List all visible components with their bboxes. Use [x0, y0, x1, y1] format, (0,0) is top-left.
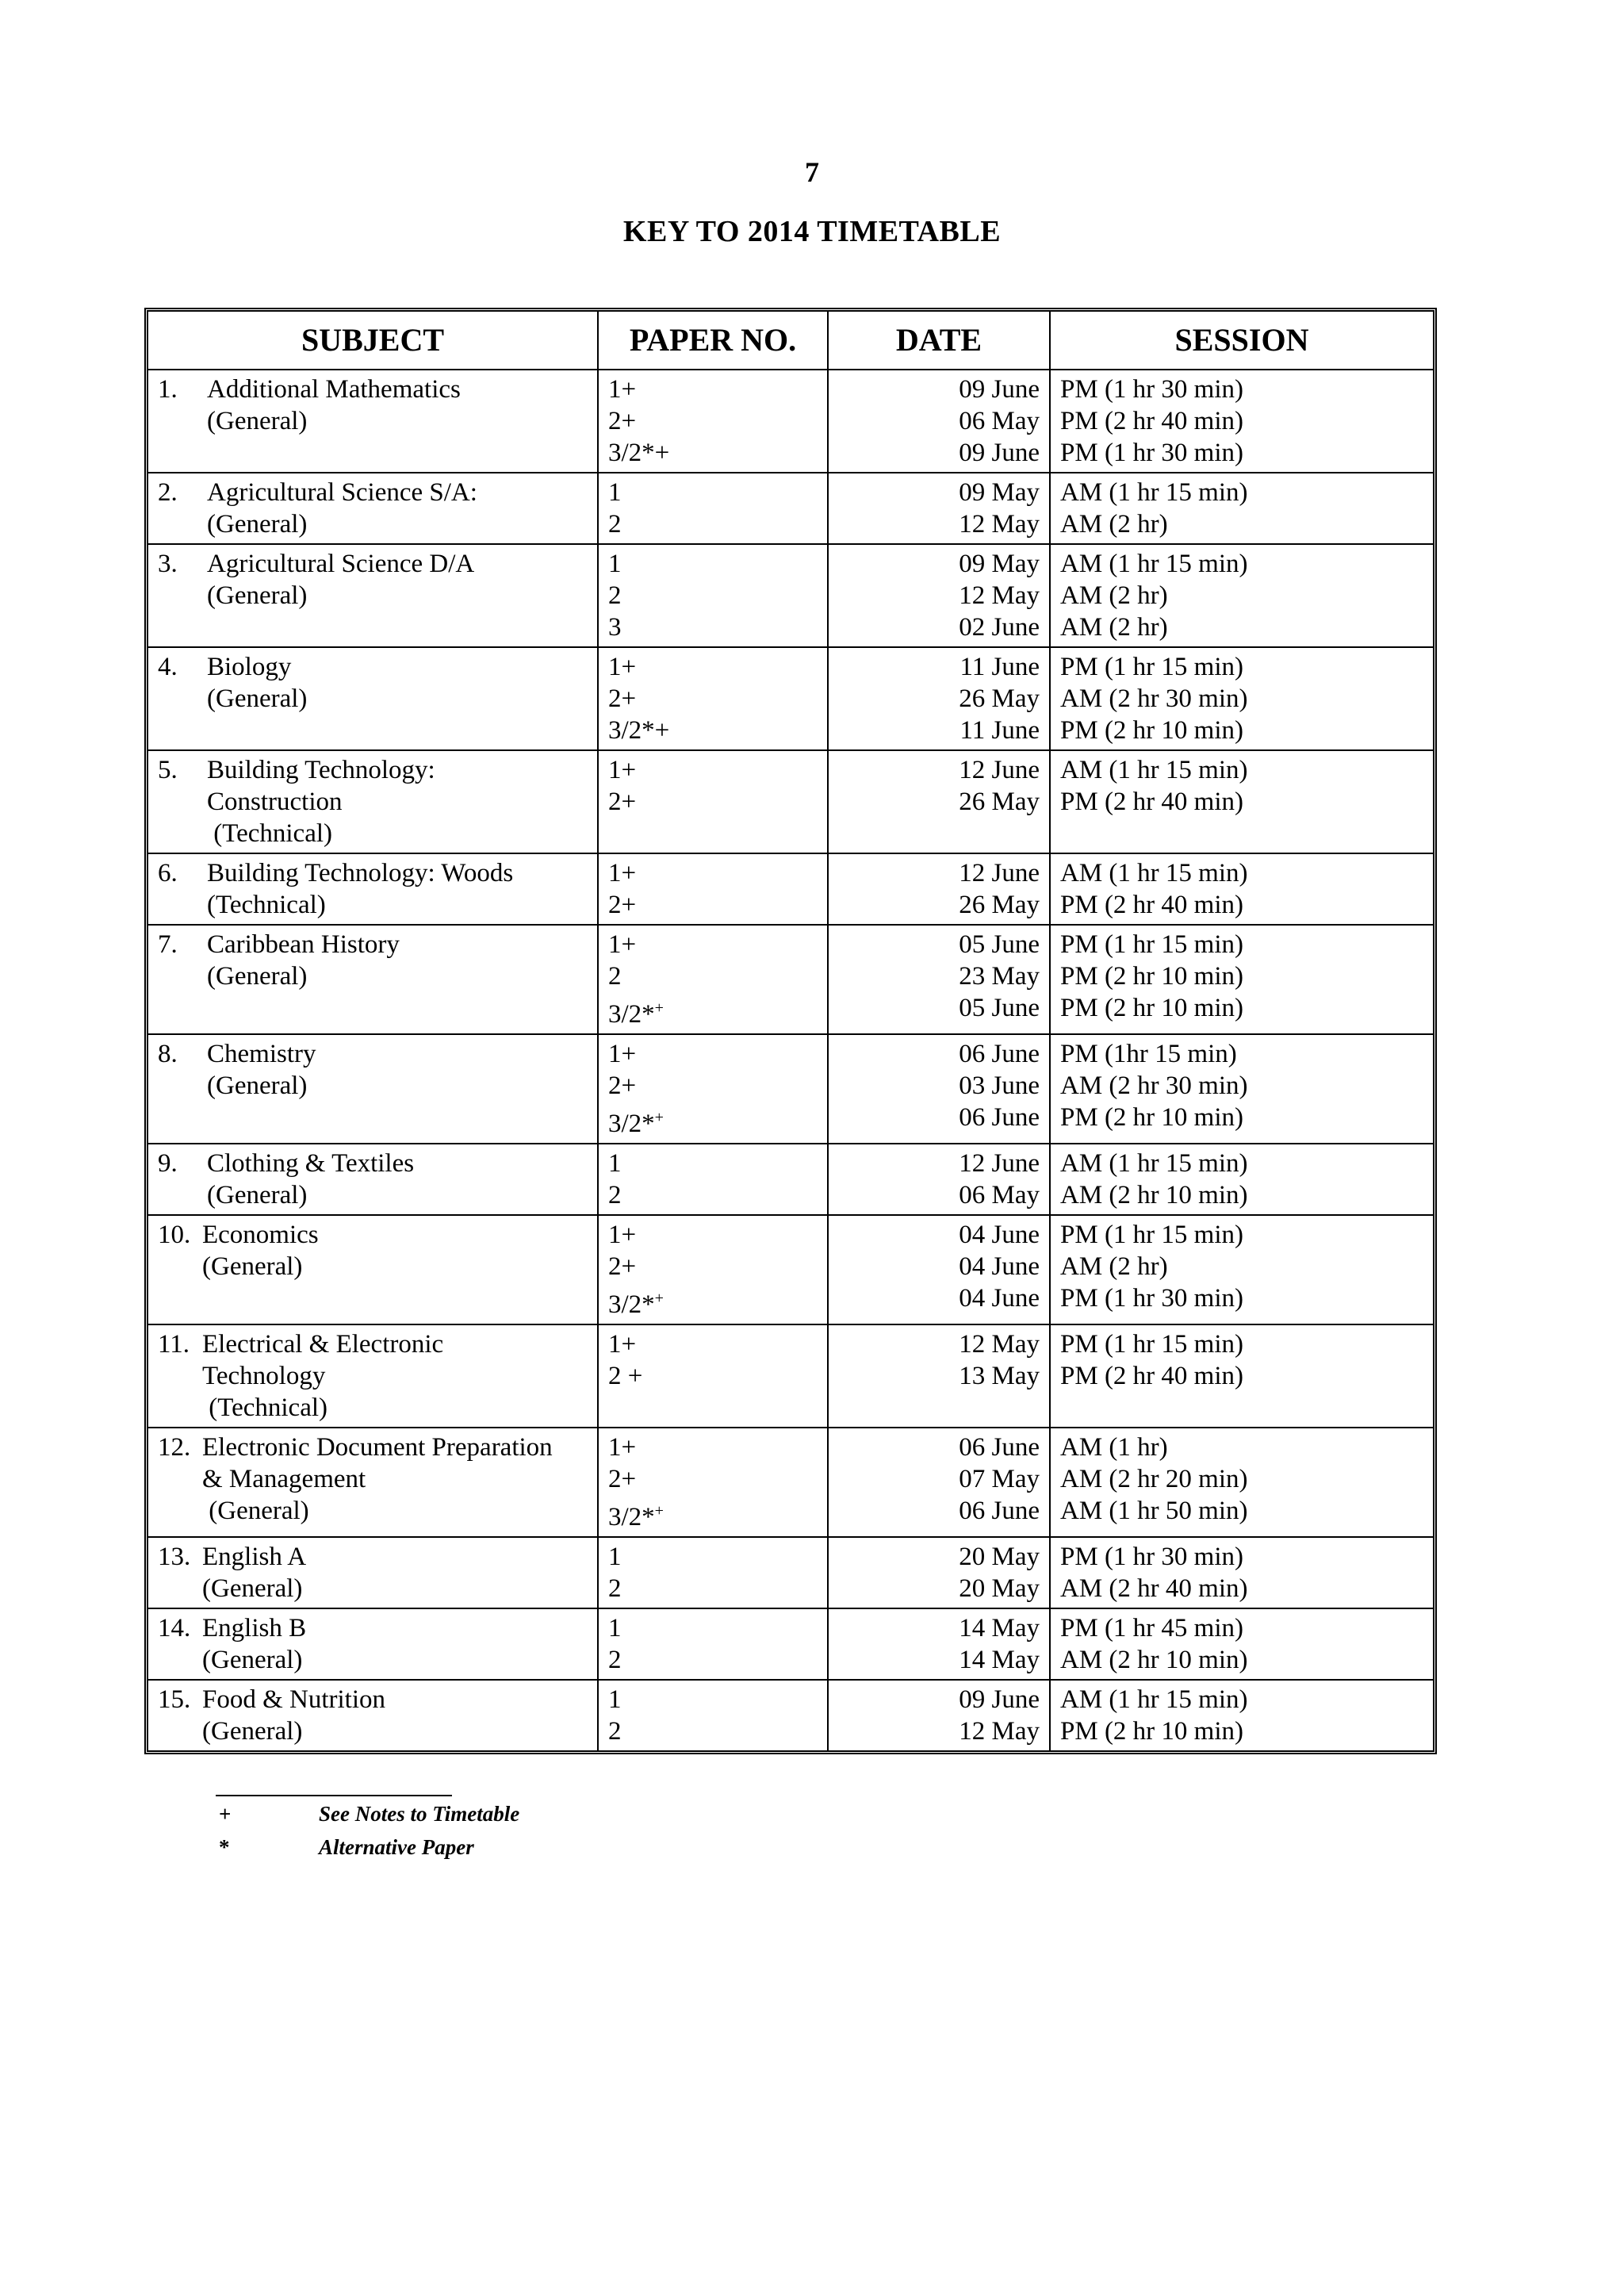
date-cell — [828, 925, 1050, 1034]
table-body — [148, 370, 1433, 1750]
table-row — [148, 1537, 1433, 1608]
session-cell — [1050, 473, 1433, 544]
date-cell — [828, 1215, 1050, 1324]
exam-date: 11 June — [959, 716, 1040, 745]
table-row — [148, 1215, 1433, 1324]
session-cell — [1050, 1215, 1433, 1324]
row-number: 14. — [158, 1614, 191, 1642]
paper-number: 1+ — [608, 1433, 637, 1462]
exam-session: PM (1 hr 15 min) — [1060, 653, 1243, 681]
paper-number: 2 — [608, 962, 622, 991]
subject-name: Chemistry — [207, 1040, 316, 1068]
row-number: 11. — [158, 1330, 190, 1359]
subject-detail: (General) — [207, 581, 308, 610]
paper-number: 2 — [608, 1646, 622, 1674]
paper-number: 1+ — [608, 375, 637, 404]
row-number: 12. — [158, 1433, 191, 1462]
paper-number: 2+ — [608, 1071, 637, 1100]
paper-cell — [598, 1608, 828, 1680]
session-cell — [1050, 853, 1433, 925]
subject-detail: (General) — [202, 1497, 309, 1525]
subject-detail: (General) — [207, 962, 308, 991]
paper-cell — [598, 1144, 828, 1215]
session-cell — [1050, 925, 1433, 1034]
exam-date: 14 May — [959, 1646, 1040, 1674]
subject-name: Caribbean History — [207, 930, 400, 959]
paper-cell — [598, 925, 828, 1034]
subject-detail: & Management — [202, 1465, 366, 1493]
exam-date: 11 June — [959, 653, 1040, 681]
exam-date: 26 May — [959, 788, 1040, 816]
session-cell — [1050, 1537, 1433, 1608]
paper-number: 1+ — [608, 1330, 637, 1359]
table-row — [148, 1324, 1433, 1428]
exam-session: AM (1 hr 15 min) — [1060, 1149, 1248, 1178]
table-row — [148, 1428, 1433, 1537]
exam-session: AM (1 hr 15 min) — [1060, 859, 1248, 887]
exam-date: 12 May — [959, 510, 1040, 539]
table-header-row — [148, 312, 1433, 370]
paper-number: 2+ — [608, 1252, 637, 1281]
session-cell — [1050, 1324, 1433, 1428]
paper-superscript: + — [654, 1109, 664, 1126]
subject-cell — [148, 750, 598, 853]
exam-date: 09 May — [959, 478, 1040, 507]
table-row — [148, 1680, 1433, 1750]
subject-cell — [148, 1144, 598, 1215]
paper-number: 1+ — [608, 859, 637, 887]
exam-date: 12 May — [959, 1717, 1040, 1746]
subject-cell — [148, 473, 598, 544]
subject-cell — [148, 1215, 598, 1324]
timetable-frame — [144, 308, 1437, 1754]
exam-session: AM (1 hr 15 min) — [1060, 1685, 1248, 1714]
table-row — [148, 1034, 1433, 1144]
exam-session: PM (2 hr 10 min) — [1060, 1717, 1243, 1746]
date-cell — [828, 1537, 1050, 1608]
subject-cell — [148, 647, 598, 750]
subject-name: Electrical & Electronic — [202, 1330, 444, 1359]
exam-session: PM (1 hr 30 min) — [1060, 1284, 1243, 1313]
paper-cell — [598, 1324, 828, 1428]
exam-date: 09 May — [959, 550, 1040, 578]
paper-number: 1+ — [608, 653, 637, 681]
column-header-subject: SUBJECT — [148, 312, 598, 370]
subject-cell — [148, 1428, 598, 1537]
exam-session: AM (2 hr) — [1060, 1252, 1168, 1281]
exam-date: 26 May — [959, 684, 1040, 713]
subject-name: Electronic Document Preparation — [202, 1433, 553, 1462]
exam-session: PM (2 hr 10 min) — [1060, 962, 1243, 991]
session-cell — [1050, 1428, 1433, 1537]
exam-date: 04 June — [959, 1284, 1040, 1313]
exam-session: PM (1hr 15 min) — [1060, 1040, 1237, 1068]
exam-session: AM (2 hr) — [1060, 581, 1168, 610]
session-cell — [1050, 1608, 1433, 1680]
exam-date: 13 May — [959, 1362, 1040, 1390]
paper-number: 1+ — [608, 1040, 637, 1068]
paper-number: 2+ — [608, 788, 637, 816]
page-title: KEY TO 2014 TIMETABLE — [622, 215, 1002, 248]
session-cell — [1050, 1680, 1433, 1750]
row-number: 9. — [158, 1149, 178, 1178]
paper-cell — [598, 750, 828, 853]
exam-session: PM (1 hr 15 min) — [1060, 1330, 1243, 1359]
paper-number: 3/2*+ — [608, 439, 670, 467]
column-header-date: DATE — [828, 312, 1050, 370]
exam-date: 09 June — [959, 1685, 1040, 1714]
exam-date: 04 June — [959, 1252, 1040, 1281]
exam-date: 06 June — [959, 1103, 1040, 1132]
subject-detail: (General) — [207, 1071, 308, 1100]
table-row — [148, 370, 1433, 473]
row-number: 13. — [158, 1543, 191, 1571]
exam-date: 05 June — [959, 930, 1040, 959]
exam-date: 12 June — [959, 859, 1040, 887]
paper-number: 1 — [608, 478, 622, 507]
paper-superscript: + — [654, 1502, 664, 1520]
subject-detail: (General) — [202, 1252, 303, 1281]
subject-cell — [148, 1324, 598, 1428]
exam-session: AM (2 hr) — [1060, 510, 1168, 539]
exam-session: PM (2 hr 40 min) — [1060, 1362, 1243, 1390]
paper-number: 1 — [608, 1149, 622, 1178]
footnote-text: Alternative Paper — [319, 1835, 474, 1859]
subject-cell — [148, 1680, 598, 1750]
exam-date: 12 May — [959, 581, 1040, 610]
exam-session: PM (1 hr 30 min) — [1060, 375, 1243, 404]
table-row — [148, 1608, 1433, 1680]
exam-date: 05 June — [959, 994, 1040, 1022]
paper-number: 2 — [608, 1574, 622, 1603]
exam-session: AM (2 hr 10 min) — [1060, 1646, 1248, 1674]
exam-date: 20 May — [959, 1543, 1040, 1571]
exam-session: PM (2 hr 40 min) — [1060, 891, 1243, 919]
subject-name: Building Technology: — [207, 756, 435, 784]
paper-cell — [598, 370, 828, 473]
date-cell — [828, 370, 1050, 473]
paper-number: 1 — [608, 1614, 622, 1642]
subject-cell — [148, 1537, 598, 1608]
subject-name: Additional Mathematics — [207, 375, 461, 404]
paper-superscript: + — [654, 999, 664, 1017]
table-row — [148, 750, 1433, 853]
paper-number: 1 — [608, 1685, 622, 1714]
subject-name: Food & Nutrition — [202, 1685, 386, 1714]
exam-session: AM (2 hr 10 min) — [1060, 1181, 1248, 1209]
subject-detail: Technology — [202, 1362, 326, 1390]
paper-number: 3 — [608, 613, 622, 642]
subject-detail: Construction — [207, 788, 343, 816]
paper-number: 1+ — [608, 756, 637, 784]
exam-date: 12 May — [959, 1330, 1040, 1359]
exam-date: 20 May — [959, 1574, 1040, 1603]
subject-cell — [148, 370, 598, 473]
subject-name: English A — [202, 1543, 307, 1571]
exam-session: AM (1 hr 50 min) — [1060, 1497, 1248, 1525]
exam-date: 14 May — [959, 1614, 1040, 1642]
subject-cell — [148, 544, 598, 647]
exam-date: 06 May — [959, 407, 1040, 435]
exam-date: 02 June — [959, 613, 1040, 642]
paper-superscript: + — [654, 1290, 664, 1307]
exam-date: 06 May — [959, 1181, 1040, 1209]
column-header-paper-no: PAPER NO. — [598, 312, 828, 370]
exam-session: PM (1 hr 15 min) — [1060, 1221, 1243, 1249]
exam-session: PM (1 hr 30 min) — [1060, 1543, 1243, 1571]
paper-number: 3/2* — [608, 1000, 655, 1029]
session-cell — [1050, 370, 1433, 473]
exam-date: 09 June — [959, 439, 1040, 467]
page-number: 7 — [805, 156, 819, 188]
paper-number: 2+ — [608, 407, 637, 435]
exam-session: PM (2 hr 10 min) — [1060, 716, 1243, 745]
subject-name: Building Technology: Woods — [207, 859, 514, 887]
exam-session: AM (2 hr 40 min) — [1060, 1574, 1248, 1603]
paper-number: 3/2* — [608, 1290, 655, 1319]
row-number: 5. — [158, 756, 178, 784]
subject-cell — [148, 1034, 598, 1144]
date-cell — [828, 1144, 1050, 1215]
paper-cell — [598, 853, 828, 925]
exam-date: 04 June — [959, 1221, 1040, 1249]
exam-date: 06 June — [959, 1497, 1040, 1525]
session-cell — [1050, 1144, 1433, 1215]
exam-session: PM (1 hr 15 min) — [1060, 930, 1243, 959]
session-cell — [1050, 750, 1433, 853]
exam-session: AM (2 hr 30 min) — [1060, 1071, 1248, 1100]
row-number: 6. — [158, 859, 178, 887]
exam-session: AM (1 hr) — [1060, 1433, 1168, 1462]
footnote-asterisk — [216, 1835, 474, 1860]
exam-session: PM (2 hr 10 min) — [1060, 994, 1243, 1022]
subject-name: Agricultural Science S/A: — [207, 478, 477, 507]
exam-session: AM (1 hr 15 min) — [1060, 550, 1248, 578]
exam-date: 09 June — [959, 375, 1040, 404]
date-cell — [828, 1608, 1050, 1680]
row-number: 15. — [158, 1685, 191, 1714]
paper-number: 2+ — [608, 1465, 637, 1493]
exam-date: 12 June — [959, 756, 1040, 784]
subject-name: English B — [202, 1614, 307, 1642]
subject-cell — [148, 925, 598, 1034]
exam-session: PM (2 hr 40 min) — [1060, 788, 1243, 816]
exam-session: PM (2 hr 40 min) — [1060, 407, 1243, 435]
exam-session: AM (1 hr 15 min) — [1060, 478, 1248, 507]
paper-number: 3/2*+ — [608, 716, 670, 745]
subject-detail: (General) — [207, 510, 308, 539]
row-number: 7. — [158, 930, 178, 959]
exam-date: 26 May — [959, 891, 1040, 919]
exam-session: AM (2 hr 30 min) — [1060, 684, 1248, 713]
date-cell — [828, 1324, 1050, 1428]
session-cell — [1050, 647, 1433, 750]
exam-date: 07 May — [959, 1465, 1040, 1493]
row-number: 10. — [158, 1221, 191, 1249]
paper-cell — [598, 473, 828, 544]
subject-detail: (Technical) — [207, 891, 326, 919]
row-number: 4. — [158, 653, 178, 681]
subject-name: Agricultural Science D/A — [207, 550, 475, 578]
subject-name: Economics — [202, 1221, 319, 1249]
column-header-session: SESSION — [1050, 312, 1433, 370]
session-cell — [1050, 1034, 1433, 1144]
exam-session: AM (2 hr 20 min) — [1060, 1465, 1248, 1493]
table-row — [148, 1144, 1433, 1215]
date-cell — [828, 1034, 1050, 1144]
date-cell — [828, 853, 1050, 925]
exam-session: AM (1 hr 15 min) — [1060, 756, 1248, 784]
table-row — [148, 544, 1433, 647]
subject-name: Biology — [207, 653, 292, 681]
date-cell — [828, 647, 1050, 750]
footnote-rule — [216, 1795, 452, 1796]
row-number: 3. — [158, 550, 178, 578]
paper-number: 1+ — [608, 1221, 637, 1249]
session-cell — [1050, 544, 1433, 647]
subject-detail: (General) — [207, 1181, 308, 1209]
table-row — [148, 473, 1433, 544]
table-row — [148, 925, 1433, 1034]
row-number: 8. — [158, 1040, 178, 1068]
row-number: 1. — [158, 375, 178, 404]
subject-cell — [148, 853, 598, 925]
exam-date: 06 June — [959, 1040, 1040, 1068]
paper-number: 2 — [608, 581, 622, 610]
date-cell — [828, 544, 1050, 647]
subject-detail: (General) — [207, 407, 308, 435]
exam-date: 23 May — [959, 962, 1040, 991]
table-row — [148, 853, 1433, 925]
subject-detail: (General) — [202, 1717, 303, 1746]
subject-detail: (General) — [202, 1574, 303, 1603]
subject-cell — [148, 1608, 598, 1680]
row-number: 2. — [158, 478, 178, 507]
subject-detail: (General) — [202, 1646, 303, 1674]
date-cell — [828, 1680, 1050, 1750]
timetable — [148, 312, 1433, 1750]
paper-cell — [598, 544, 828, 647]
paper-cell — [598, 1537, 828, 1608]
subject-detail: (Technical) — [207, 819, 333, 848]
exam-session: PM (1 hr 30 min) — [1060, 439, 1243, 467]
exam-session: PM (2 hr 10 min) — [1060, 1103, 1243, 1132]
subject-detail: (Technical) — [202, 1393, 328, 1422]
exam-session: AM (2 hr) — [1060, 613, 1168, 642]
subject-detail: (General) — [207, 684, 308, 713]
paper-number: 1 — [608, 550, 622, 578]
paper-cell — [598, 1428, 828, 1537]
footnote-symbol: + — [219, 1802, 232, 1826]
paper-number: 3/2* — [608, 1110, 655, 1138]
paper-cell — [598, 1215, 828, 1324]
paper-number: 2 + — [608, 1362, 643, 1390]
exam-date: 03 June — [959, 1071, 1040, 1100]
paper-cell — [598, 1680, 828, 1750]
subject-name: Clothing & Textiles — [207, 1149, 415, 1178]
date-cell — [828, 750, 1050, 853]
paper-cell — [598, 1034, 828, 1144]
paper-number: 1+ — [608, 930, 637, 959]
paper-number: 3/2* — [608, 1503, 655, 1531]
paper-number: 2 — [608, 510, 622, 539]
date-cell — [828, 473, 1050, 544]
exam-date: 06 June — [959, 1433, 1040, 1462]
footnote-plus — [216, 1802, 519, 1826]
table-row — [148, 647, 1433, 750]
footnote-text: See Notes to Timetable — [319, 1802, 520, 1826]
paper-number: 2+ — [608, 684, 637, 713]
paper-number: 2 — [608, 1181, 622, 1209]
date-cell — [828, 1428, 1050, 1537]
paper-number: 2+ — [608, 891, 637, 919]
paper-cell — [598, 647, 828, 750]
footnote-symbol: * — [219, 1835, 230, 1859]
paper-number: 2 — [608, 1717, 622, 1746]
paper-number: 1 — [608, 1543, 622, 1571]
exam-session: PM (1 hr 45 min) — [1060, 1614, 1243, 1642]
exam-date: 12 June — [959, 1149, 1040, 1178]
